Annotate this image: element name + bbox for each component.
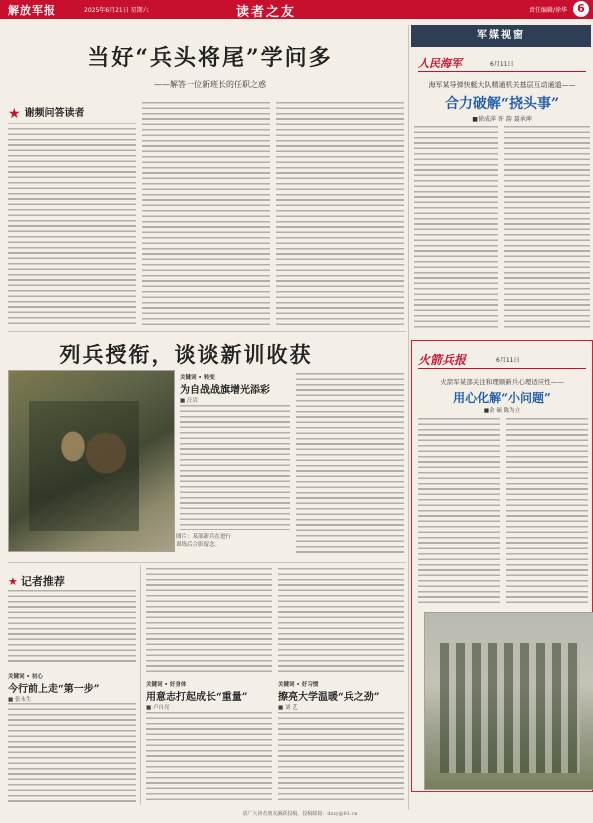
- sidebar-heading: 记者推荐: [20, 575, 65, 588]
- column-header: [8, 104, 138, 122]
- military-media-panel: 军媒视窗: [411, 25, 591, 47]
- article-tag: 关键词 • 好习惯: [278, 682, 319, 688]
- page-number: 6: [573, 1, 589, 17]
- lead-headline: 当好“兵头将尾”学问多: [87, 45, 333, 71]
- sidebar-header: [8, 573, 128, 589]
- article-card: [180, 373, 290, 404]
- article-body: [180, 405, 290, 530]
- lead-subtitle: ——解答一位新班长的任职之惑: [154, 80, 266, 89]
- right-top-body-col-1: [414, 126, 498, 331]
- lead-body-col-1: [8, 128, 136, 328]
- sidebar-article-body: [278, 712, 404, 804]
- training-photo: [8, 370, 175, 552]
- box-source-rule: [418, 368, 586, 369]
- box-headline: 用心化解“小问题”: [453, 391, 551, 405]
- article-tag: 关键词 • 初心: [8, 674, 43, 680]
- star-icon: ★: [8, 575, 18, 588]
- sidebar-article-body: [146, 712, 272, 804]
- sidebar-article-body: [146, 568, 272, 674]
- lead-body-col-3: [276, 102, 404, 328]
- issue-date: 2025年6月21日 星期六: [84, 7, 149, 14]
- article-body-col-2: [296, 373, 404, 553]
- parade-photo: [424, 612, 593, 790]
- box-body-col-2: [506, 418, 588, 603]
- article-byline: ■ 张永生: [8, 697, 32, 703]
- sidebar-article-body: [278, 568, 404, 674]
- sidebar-article: [8, 672, 136, 703]
- column-rule: [8, 123, 136, 124]
- right-top-subtitle: 海军某导弹快艇大队精通机关基层互动通道——: [428, 81, 576, 89]
- box-source-date: 6月11日: [496, 357, 520, 364]
- box-body-col-1: [418, 418, 500, 603]
- editor-credit: 责任编辑/徐华: [528, 7, 567, 14]
- article-byline: ■ 卢自亮: [146, 705, 170, 711]
- source-date: 6月11日: [490, 61, 514, 68]
- section2-headline: 列兵授衔，谈谈新训收获: [59, 342, 313, 367]
- article-byline: ■ 刘 艺: [278, 705, 298, 711]
- box-source-logo: 火箭兵报: [418, 353, 467, 367]
- column-name: 谢频问答读者: [24, 108, 85, 119]
- newspaper-logo: 解放军报: [8, 4, 56, 17]
- column-separator: [140, 565, 141, 805]
- box-subtitle: 火箭军某部关注和理顺新兵心理适应性——: [440, 378, 564, 386]
- footer-note: 请广大读者朋友踊跃投稿，投稿邮箱：dzzy@81.cn: [242, 811, 358, 817]
- right-top-body-col-2: [504, 126, 590, 331]
- sidebar-article: [278, 680, 404, 711]
- article-title: 今行前上走“第一步”: [8, 684, 100, 695]
- sidebar-intro: [8, 590, 136, 665]
- article-title: 为自战战旗增光添彩: [180, 385, 270, 396]
- article-tag: 关键词 • 好身体: [146, 682, 187, 688]
- section-title: 读者之友: [236, 5, 297, 20]
- sidebar-article: [146, 680, 272, 711]
- article-byline: ■ 汪岩: [180, 398, 198, 404]
- section-divider: [8, 331, 406, 332]
- masthead-bar: [0, 0, 593, 19]
- box-byline: ■金 硕 陈为立: [483, 408, 521, 414]
- article-tag: 关键词 • 转变: [180, 375, 215, 381]
- sidebar-article-body: [8, 703, 136, 803]
- photo-caption: 图片：某部新兵在进行训练后合影留念。: [176, 534, 232, 548]
- column-separator: [408, 25, 409, 810]
- lower-divider: [8, 562, 406, 563]
- article-title: 用意志打起成长“重量”: [146, 692, 248, 703]
- source-logo: 人民海军: [418, 57, 462, 70]
- lead-body-col-2: [142, 102, 270, 328]
- right-top-headline: 合力破解“挠头事”: [444, 96, 560, 112]
- article-title: 擦亮大学温暖“兵之劲”: [278, 692, 380, 703]
- source-rule: [418, 71, 586, 72]
- right-top-byline: ■徐成萍 许 韵 聂承坤: [472, 116, 532, 123]
- star-icon: ★: [8, 106, 21, 122]
